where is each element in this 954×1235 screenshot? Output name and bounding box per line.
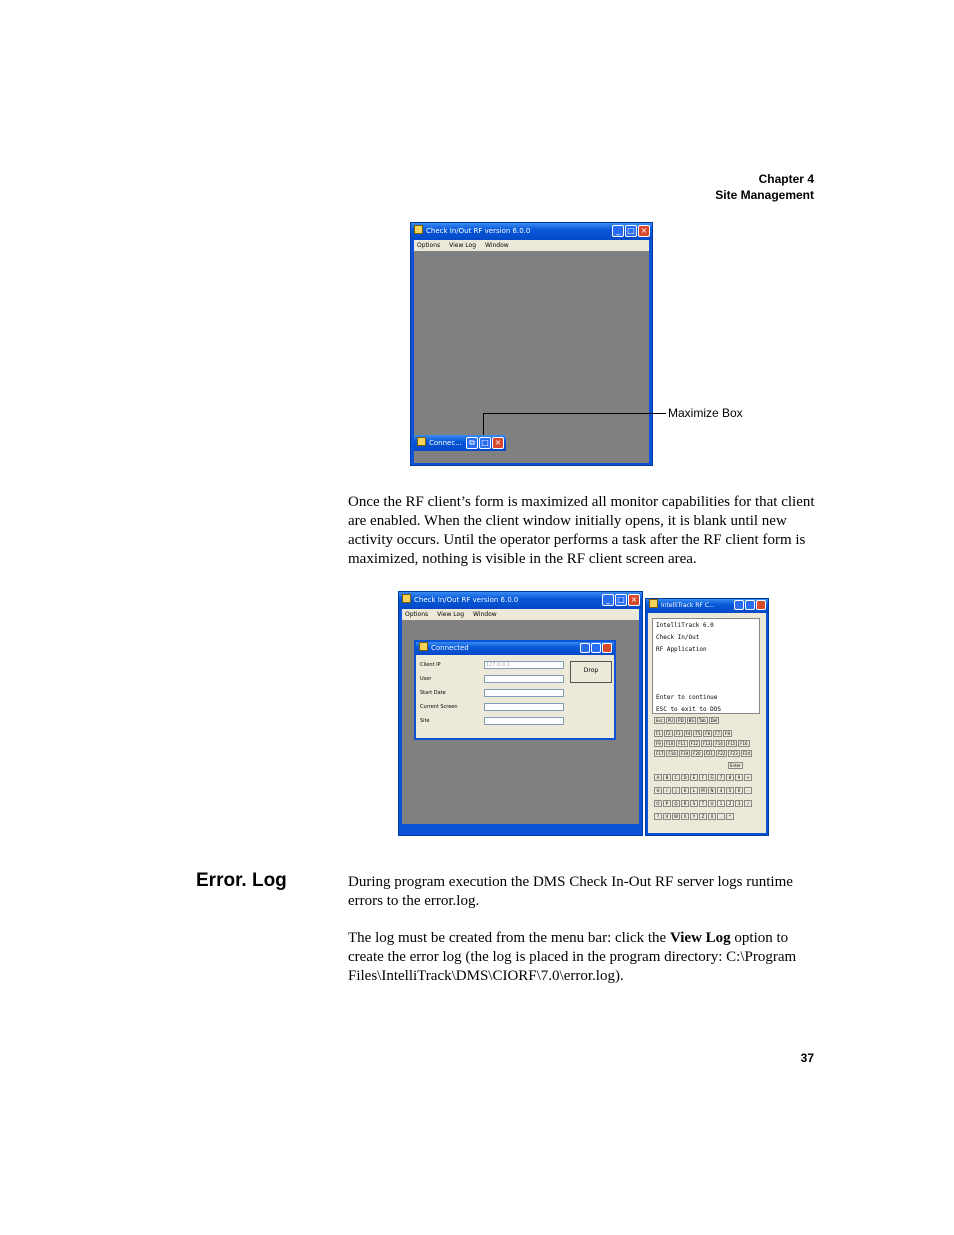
field-start-date: Start Date xyxy=(420,688,478,699)
menu-window[interactable]: Window xyxy=(485,242,509,249)
key-f[interactable]: F xyxy=(699,774,707,781)
terminal-icon xyxy=(649,599,658,608)
view-log-emphasis: View Log xyxy=(669,930,731,946)
key-t[interactable]: T xyxy=(699,800,707,807)
start-date-input[interactable] xyxy=(484,689,564,697)
key-v[interactable]: V xyxy=(663,813,671,820)
minimize-icon[interactable]: _ xyxy=(612,225,624,237)
user-input[interactable] xyxy=(484,675,564,683)
callout-label: Maximize Box xyxy=(668,406,743,420)
key-a[interactable]: A xyxy=(654,774,662,781)
figure2-mdi-area xyxy=(402,620,639,824)
key-f4[interactable]: F4 xyxy=(685,731,691,736)
minimize-icon[interactable]: _ xyxy=(602,594,614,606)
close-icon[interactable] xyxy=(756,600,766,610)
site-input[interactable] xyxy=(484,717,564,725)
figure2-titlebar xyxy=(399,592,642,609)
key-[interactable]: * xyxy=(726,813,734,820)
key-del[interactable]: Del xyxy=(710,718,718,723)
key-o[interactable]: O xyxy=(654,800,662,807)
app-icon xyxy=(414,225,423,234)
key-f1[interactable]: F1 xyxy=(656,731,661,736)
key-i[interactable]: I xyxy=(663,787,671,794)
key-f15[interactable]: F15 xyxy=(727,741,736,746)
client-ip-input[interactable]: 127.0.0.1 xyxy=(484,661,564,669)
key-f19[interactable]: F19 xyxy=(680,751,689,756)
close-icon[interactable] xyxy=(602,643,612,653)
figure2-title: Check In/Out RF version 6.0.0 xyxy=(414,596,519,604)
minimize-icon[interactable] xyxy=(734,600,744,610)
key-f10[interactable]: F10 xyxy=(665,741,674,746)
client-icon xyxy=(417,437,426,446)
key-7[interactable]: 7 xyxy=(717,774,725,781)
figure1-window xyxy=(410,222,653,466)
keypad-row xyxy=(654,787,752,794)
key-2[interactable]: 2 xyxy=(726,800,734,807)
key-pu[interactable]: PU xyxy=(667,718,674,723)
key-f20[interactable]: F20 xyxy=(693,751,701,756)
key-u[interactable]: U xyxy=(708,800,716,807)
key-z[interactable]: Z xyxy=(699,813,707,820)
section-title: Error. Log xyxy=(196,870,287,891)
callout-line xyxy=(483,413,666,414)
menu-options[interactable]: Options xyxy=(405,611,429,618)
figure1-title: Check In/Out RF version 6.0.0 xyxy=(426,227,531,235)
terminal-body xyxy=(648,613,766,833)
key-4[interactable]: 4 xyxy=(717,787,725,794)
figure2-menubar xyxy=(402,609,639,620)
key-p[interactable]: P xyxy=(663,800,671,807)
key-[interactable]: . xyxy=(717,813,725,820)
key-f6[interactable]: F6 xyxy=(705,731,711,736)
key-w[interactable]: W xyxy=(672,813,680,820)
field-current-screen: Current Screen xyxy=(420,702,478,713)
figure2-window xyxy=(398,591,643,836)
key-f24[interactable]: F24 xyxy=(742,751,751,756)
keypad-row xyxy=(654,740,750,747)
key-n[interactable]: N xyxy=(708,787,716,794)
key-f16[interactable]: F16 xyxy=(740,741,748,746)
figure1-menubar xyxy=(414,240,649,251)
rf-terminal-window xyxy=(645,598,769,836)
key-f21[interactable]: F21 xyxy=(705,751,713,756)
minimized-client-window[interactable] xyxy=(414,435,506,453)
key-tab[interactable]: Tab xyxy=(698,718,706,723)
maximize-icon[interactable]: □ xyxy=(615,594,627,606)
key-9[interactable]: 9 xyxy=(735,774,743,781)
menu-view-log[interactable]: View Log xyxy=(437,611,465,618)
menu-options[interactable]: Options xyxy=(417,242,441,249)
field-client-ip: Client IP 127.0.0.1 xyxy=(420,660,478,671)
key-pd[interactable]: PD xyxy=(678,718,684,723)
key-f7[interactable]: F7 xyxy=(715,731,721,736)
key-[interactable]: / xyxy=(744,800,752,807)
keypad-row xyxy=(654,730,732,737)
page-number: 37 xyxy=(800,1051,814,1065)
keypad-row xyxy=(654,750,752,757)
key-f22[interactable]: F22 xyxy=(717,751,726,756)
key-0[interactable]: 0 xyxy=(708,813,716,820)
menu-view-log[interactable]: View Log xyxy=(449,242,477,249)
key-e[interactable]: E xyxy=(690,774,698,781)
keypad-row xyxy=(654,717,719,724)
restore-icon[interactable]: ⧉ xyxy=(466,437,478,449)
key-m[interactable]: M xyxy=(699,787,707,794)
key-y[interactable]: Y xyxy=(690,813,698,820)
keypad-row xyxy=(654,813,734,820)
terminal-screen: IntelliTrack 6.0 Check In/Out RF Application Enter to continue ESC to exit to DOS xyxy=(652,618,760,714)
menu-window[interactable]: Window xyxy=(473,611,497,618)
key-f9[interactable]: F9 xyxy=(656,741,661,746)
key-f8[interactable]: F8 xyxy=(725,731,730,736)
client-icon xyxy=(419,642,428,651)
key-[interactable]: + xyxy=(744,774,752,781)
key-f18[interactable]: F18 xyxy=(668,751,676,756)
key-h[interactable]: H xyxy=(654,787,662,794)
close-icon[interactable]: × xyxy=(492,437,504,449)
key-8[interactable]: 8 xyxy=(726,774,734,781)
key-f17[interactable]: F17 xyxy=(656,751,664,756)
key-f11[interactable]: F11 xyxy=(678,741,686,746)
key-[interactable]: ? xyxy=(654,813,662,820)
maximize-icon[interactable]: □ xyxy=(625,225,637,237)
key-f2[interactable]: F2 xyxy=(665,731,671,736)
figure1-mdi-area xyxy=(414,251,649,463)
connected-client-form xyxy=(414,640,616,740)
key-f13[interactable]: F13 xyxy=(703,741,711,746)
minimize-icon[interactable] xyxy=(580,643,590,653)
running-header-chapter: Chapter 4 xyxy=(758,172,814,186)
key-f14[interactable]: F14 xyxy=(715,741,723,746)
key-s[interactable]: S xyxy=(690,800,698,807)
key-x[interactable]: X xyxy=(681,813,689,820)
app-icon xyxy=(402,594,411,603)
key-bs[interactable]: BS xyxy=(688,718,694,723)
key-d[interactable]: D xyxy=(681,774,689,781)
key-5[interactable]: 5 xyxy=(726,787,734,794)
key-1[interactable]: 1 xyxy=(717,800,725,807)
drop-button[interactable]: Drop xyxy=(570,661,612,683)
key-6[interactable]: 6 xyxy=(735,787,743,794)
paragraph-view-log: The log must be created from the menu bar: click the View Log option to create the error log (the log is placed in the program directory: C:\Program Files\IntelliTrack\DMS\CIORF\7.0\error.log). xyxy=(348,930,797,984)
maximize-icon[interactable] xyxy=(745,600,755,610)
maximize-icon[interactable] xyxy=(591,643,601,653)
key-[interactable]: - xyxy=(744,787,752,794)
key-esc[interactable]: Esc xyxy=(656,718,663,723)
running-header-section: Site Management xyxy=(715,188,814,202)
key-f23[interactable]: F23 xyxy=(730,751,738,756)
close-icon[interactable]: × xyxy=(628,594,640,606)
key-b[interactable]: B xyxy=(663,774,671,781)
key-g[interactable]: G xyxy=(708,774,716,781)
terminal-title: IntelliTrack RF C... xyxy=(661,602,715,609)
figure1-titlebar xyxy=(411,223,652,240)
close-icon[interactable]: × xyxy=(638,225,650,237)
key-k[interactable]: K xyxy=(681,787,689,794)
key-f3[interactable]: F3 xyxy=(675,731,681,736)
key-enter[interactable]: Enter xyxy=(730,763,741,768)
keypad-row xyxy=(728,762,743,769)
key-f5[interactable]: F5 xyxy=(695,731,701,736)
key-q[interactable]: Q xyxy=(672,800,680,807)
current-screen-input[interactable] xyxy=(484,703,564,711)
field-user: User xyxy=(420,674,478,685)
key-c[interactable]: C xyxy=(672,774,680,781)
key-f12[interactable]: F12 xyxy=(690,741,699,746)
maximize-box-icon[interactable]: □ xyxy=(479,437,491,449)
paragraph-maximized-form: Once the RF client’s form is maximized all monitor capabilities for that client are enabled. When the client window initially opens, it is blank until new activity occurs. Until the operator performs a task after the RF client form is maximized, nothing is visible in the RF client screen area. xyxy=(348,494,815,567)
key-3[interactable]: 3 xyxy=(735,800,743,807)
keypad-row xyxy=(654,800,752,807)
key-j[interactable]: J xyxy=(672,787,680,794)
key-r[interactable]: R xyxy=(681,800,689,807)
minimized-title: Connec... xyxy=(429,439,462,447)
key-l[interactable]: L xyxy=(690,787,698,794)
callout-leader xyxy=(483,413,484,435)
field-site: Site xyxy=(420,716,478,727)
connected-title: Connected xyxy=(431,644,469,652)
paragraph-error-log: During program execution the DMS Check In-Out RF server logs runtime errors to the error.log. xyxy=(348,874,793,909)
keypad-row xyxy=(654,774,752,781)
